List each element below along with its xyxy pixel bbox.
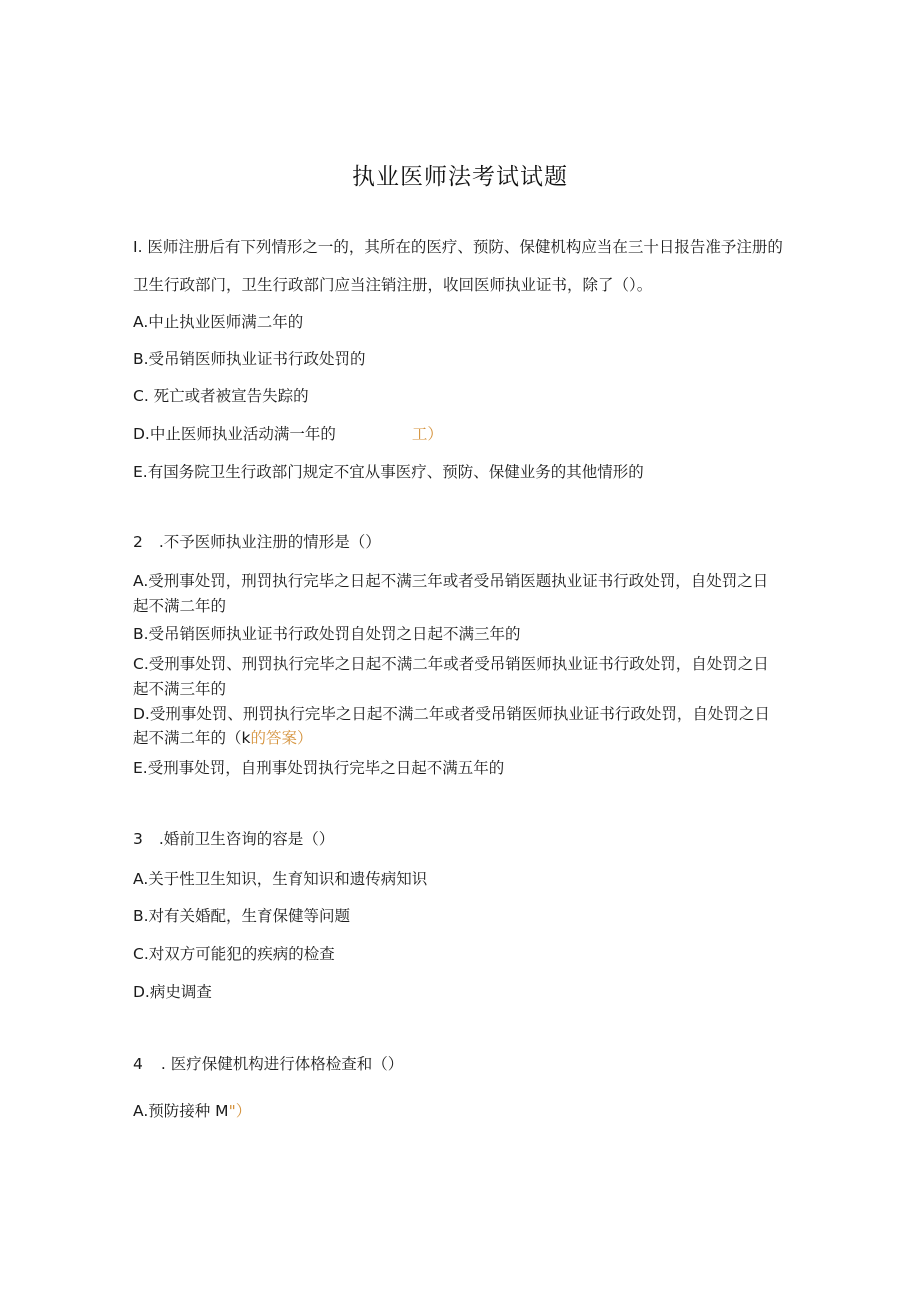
answer-note: "） <box>228 1102 252 1120</box>
option-text: D.受刑事处罚、刑罚执行完毕之日起不满二年或者受吊销医师执业证书行政处罚，自处罚之日起不满二年的（k <box>133 705 770 747</box>
question-number: 3 <box>133 830 143 848</box>
question-2-option-d <box>133 702 783 750</box>
question-2-option-b: B.受吊销医师执业证书行政处罚自处罚之日起不满三年的 <box>133 625 521 643</box>
question-2-option-e: E.受刑事处罚，自刑事处罚执行完毕之日起不满五年的 <box>133 759 505 777</box>
answer-note: 的答案） <box>250 729 313 747</box>
question-1-option-b: B.受吊销医师执业证书行政处罚的 <box>133 350 366 368</box>
question-2-option-c: C.受刑事处罚、刑罚执行完毕之日起不满二年或者受吊销医师执业证书行政处罚，自处罚之日起不满三年的 <box>133 655 769 698</box>
question-1-option-c: C. 死亡或者被宣告失踪的 <box>133 387 309 405</box>
question-text: .不予医师执业注册的情形是（） <box>158 533 381 551</box>
question-1-option-a: A.中止执业医师满二年的 <box>133 313 304 331</box>
option-text: D.中止医师执业活动满一年的 <box>133 425 336 443</box>
option-text: A.预防接种 M <box>133 1102 229 1120</box>
question-text: . 医疗保健机构进行体格检查和（） <box>160 1055 404 1073</box>
question-2-stem <box>133 532 381 552</box>
question-3-option-d: D.病史调查 <box>133 983 212 1001</box>
question-2-option-a: A.受刑事处罚，刑罚执行完毕之日起不满三年或者受吊销医题执业证书行政处罚，自处罚之日起不满二年的 <box>133 572 769 615</box>
question-3-stem <box>133 829 334 849</box>
question-number: 4 <box>133 1055 143 1073</box>
question-number: 2 <box>133 533 143 551</box>
question-text: .婚前卫生咨询的容是（） <box>158 830 335 848</box>
question-3-option-c: C.对双方可能犯的疾病的检查 <box>133 945 335 963</box>
question-3-option-a: A.关于性卫生知识，生育知识和遗传病知识 <box>133 870 428 888</box>
page-title: 执业医师法考试试题 <box>352 164 568 190</box>
question-3-option-b: B.对有关婚配，生育保健等问题 <box>133 907 351 925</box>
answer-note: 工） <box>411 425 443 443</box>
question-4-stem <box>133 1054 403 1074</box>
question-4-option-a <box>133 1101 251 1121</box>
question-1-option-d <box>133 424 443 444</box>
question-1-option-e: E.有国务院卫生行政部门规定不宜从事医疗、预防、保健业务的其他情形的 <box>133 463 644 481</box>
question-1-stem: I. 医师注册后有下列情形之一的，其所在的医疗、预防、保健机构应当在三十日报告准予注册的卫生行政部门，卫生行政部门应当注销注册，收回医师执业证书，除了（）。 <box>133 238 783 294</box>
